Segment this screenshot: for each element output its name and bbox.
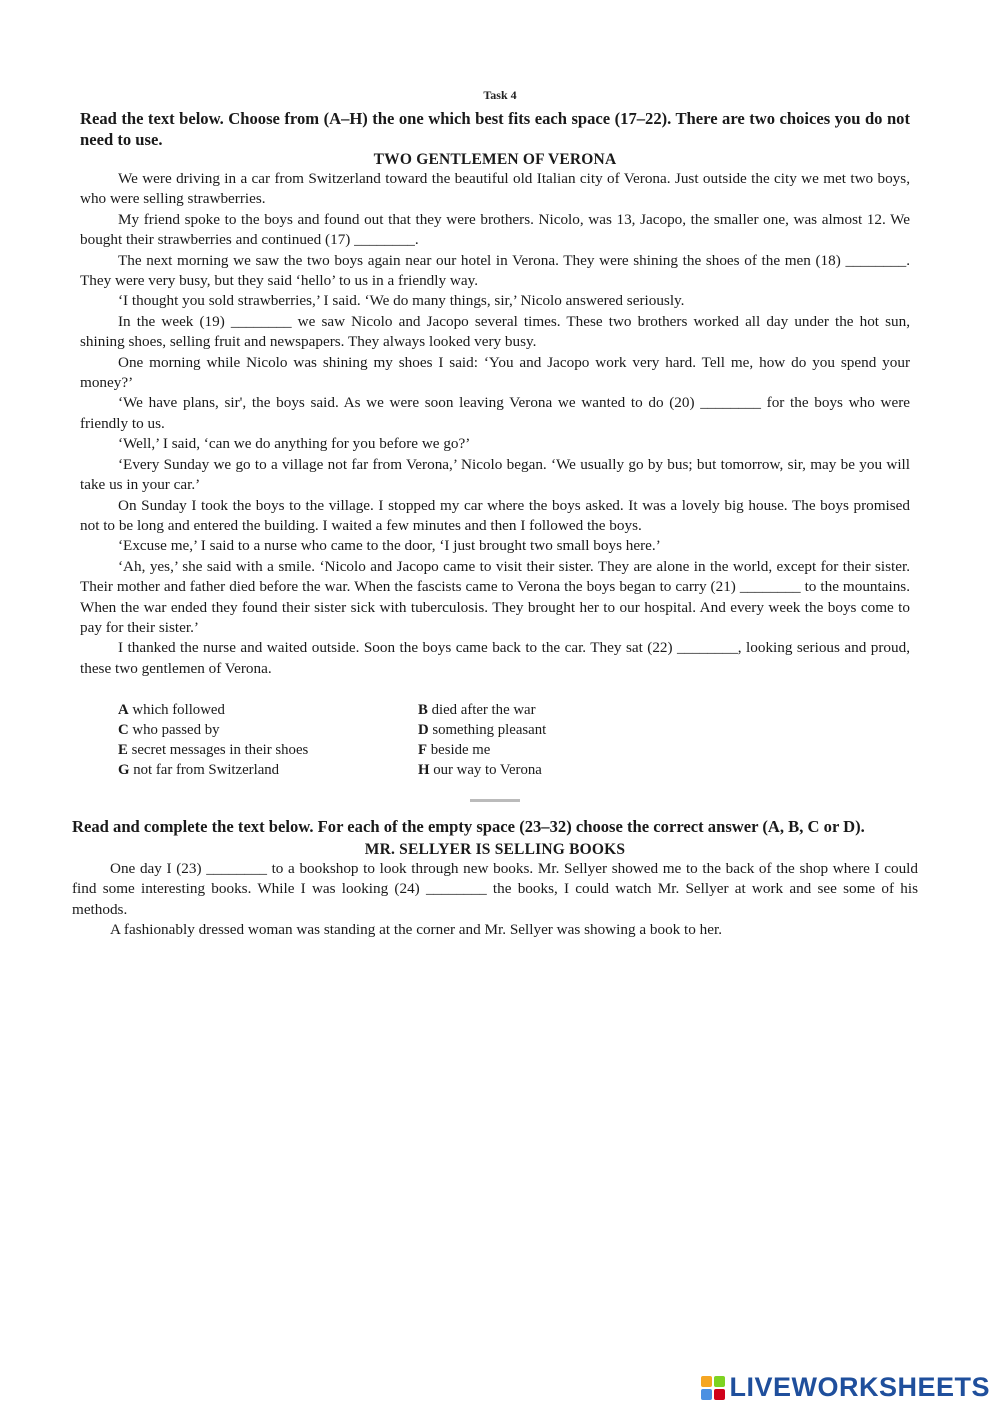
task4-paragraph: One morning while Nicolo was shining my shoes I said: ‘You and Jacopo work very hard. Tell me, how do you spend your money?’ bbox=[80, 353, 910, 392]
task4-paragraph: ‘I thought you sold strawberries,’ I said. ‘We do many things, sir,’ Nicolo answered seriously. bbox=[118, 292, 685, 310]
option-h: H our way to Verona bbox=[418, 762, 542, 778]
task4-paragraph: ‘Excuse me,’ I said to a nurse who came to the door, ‘I just brought two small boys here.’ bbox=[118, 537, 661, 555]
option-c: C who passed by bbox=[118, 722, 220, 738]
watermark-text: LIVEWORKSHEETS bbox=[729, 1372, 990, 1402]
task5-section bbox=[72, 816, 918, 941]
option-b: B died after the war bbox=[418, 702, 536, 718]
task5-instruction: Read and complete the text below. For each of the empty space (23–32) choose the correct answer (A, B, C or D). bbox=[72, 817, 865, 836]
task5-title: MR. SELLYER IS SELLING BOOKS bbox=[364, 841, 626, 858]
option-f: F beside me bbox=[418, 742, 491, 758]
option-d: D something pleasant bbox=[418, 722, 547, 738]
task4-paragraph: ‘Well,’ I said, ‘can we do anything for you before we go?’ bbox=[118, 435, 471, 453]
task4-paragraph: My friend spoke to the boys and found out that they were brothers. Nicolo, was 13, Jacopo, the smaller one, was almost 12. We bought their strawberries and continued (17) ________. bbox=[80, 210, 910, 249]
task4-paragraph: ‘Every Sunday we go to a village not far from Verona,’ Nicolo began. ‘We usually go by bus; but tomorrow, sir, may be you will take us in your car.’ bbox=[80, 455, 910, 494]
task4-paragraph: In the week (19) ________ we saw Nicolo and Jacopo several times. These two brothers worked all day under the hot sun, shining shoes, selling fruit and newspapers. They always looked very busy. bbox=[80, 312, 910, 351]
section-divider bbox=[470, 799, 520, 802]
option-e: E secret messages in their shoes bbox=[118, 742, 309, 758]
task5-paragraph: A fashionably dressed woman was standing at the corner and Mr. Sellyer was showing a book to her. bbox=[110, 921, 723, 939]
task4-paragraph: The next morning we saw the two boys again near our hotel in Verona. They were shining the shoes of the men (18) ________. They were very busy, but they said ‘hello’ to us in a friendly way. bbox=[80, 251, 910, 290]
task5-paragraph: One day I (23) ________ to a bookshop to look through new books. Mr. Sellyer showed me to the back of the shop where I could find some interesting books. While I was looking (24) ________ the books, I could watch Mr. Sellyer at work and see some of his methods. bbox=[72, 860, 918, 918]
task4-section bbox=[80, 108, 910, 679]
task4-instruction: Read the text below. Choose from (A–H) the one which best fits each space (17–22). There are two choices you do not need to use. bbox=[80, 109, 910, 149]
task4-title: TWO GENTLEMEN OF VERONA bbox=[373, 151, 617, 168]
liveworksheets-logo-icon bbox=[701, 1376, 725, 1400]
task-heading: Task 4 bbox=[483, 88, 517, 102]
task4-paragraph: On Sunday I took the boys to the village. I stopped my car where the boys asked. It was a lovely big house. The boys promised not to be long and entered the building. I waited a few minutes and then I followed the boys. bbox=[80, 496, 910, 534]
task4-paragraph: ‘Ah, yes,’ she said with a smile. ‘Nicolo and Jacopo came to visit their sister. They are alone in the world, except for their sister. Their mother and father died before the war. When the fascists came to Verona the boys began to carry (21) ________ to the mountains. When the war ended they found their sister sick with tuberculosis. They brought her to our hospital. And every week the boys come to pay for their sister.’ bbox=[80, 557, 910, 636]
option-g: G not far from Switzerland bbox=[118, 762, 280, 778]
task4-paragraph: I thanked the nurse and waited outside. Soon the boys came back to the car. They sat (22) ________, looking serious and proud, these two gentlemen of Verona. bbox=[80, 639, 910, 677]
task4-paragraph: ‘We have plans, sir', the boys said. As we were soon leaving Verona we wanted to do (20) ________ for the boys who were friendly to us. bbox=[80, 394, 910, 432]
answer-options bbox=[118, 700, 678, 780]
task4-paragraph: We were driving in a car from Switzerland toward the beautiful old Italian city of Verona. Just outside the city we met two boys, who were selling strawberries. bbox=[80, 170, 910, 208]
option-a: A which followed bbox=[118, 702, 225, 718]
liveworksheets-watermark bbox=[701, 1372, 990, 1403]
